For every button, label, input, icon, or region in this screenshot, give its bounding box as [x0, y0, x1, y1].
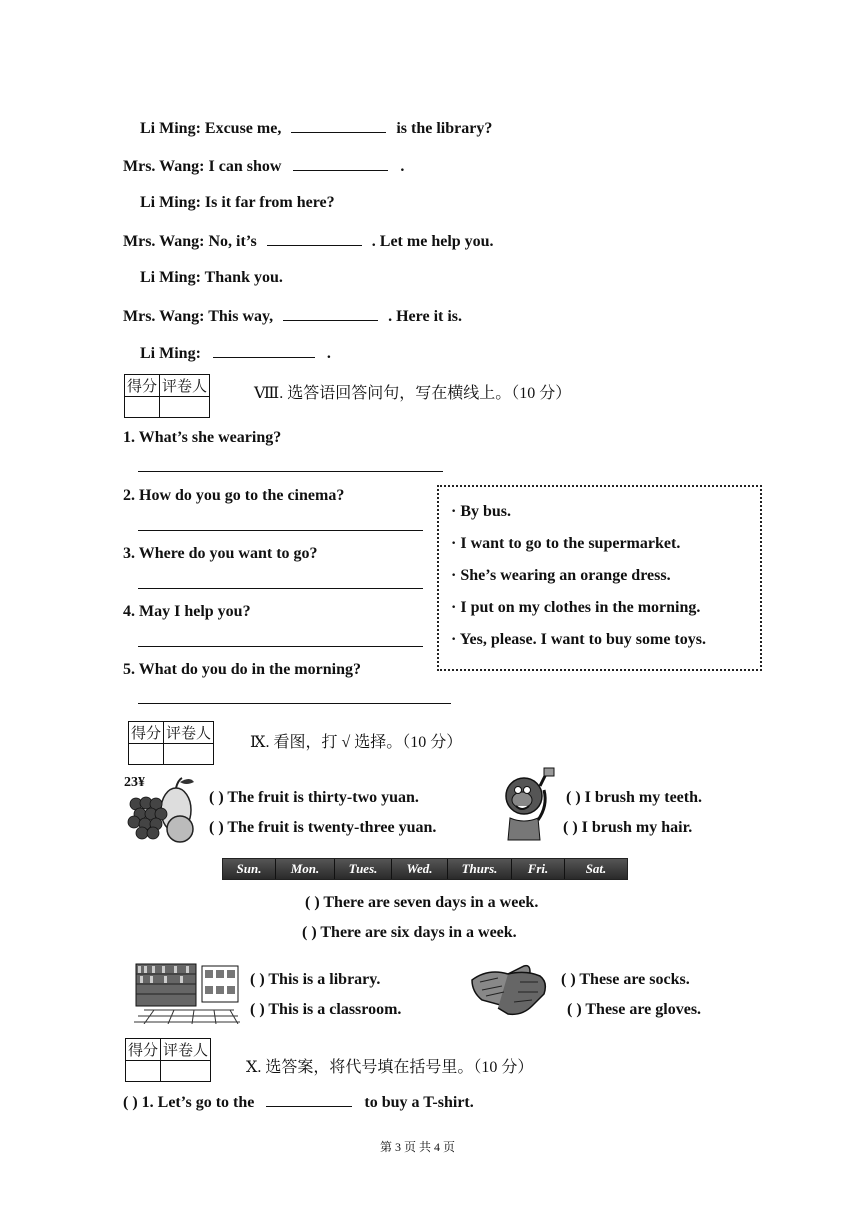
day-label: Thurs.: [448, 859, 512, 879]
fruit-image: [122, 774, 206, 846]
day-label: Fri.: [512, 859, 565, 879]
price-label: 23¥: [124, 775, 145, 790]
answer-blank[interactable]: [283, 306, 378, 321]
option-2: · I want to go to the supermarket.: [451, 535, 681, 552]
dialogue-line-5: [140, 268, 283, 288]
dialogue-line-7: [140, 343, 331, 364]
dialogue-text: is the library?: [396, 120, 493, 137]
question-3: 3. Where do you want to go?: [123, 545, 318, 562]
dialogue-text: . Let me help you.: [371, 233, 494, 250]
question-4: 4. May I help you?: [123, 603, 251, 620]
wear-option-1: ( ) These are socks.: [561, 971, 690, 988]
fruit-option-2: ( ) The fruit is twenty-three yuan.: [209, 819, 437, 836]
dialogue-text: Li Ming: Is it far from here?: [140, 194, 335, 211]
question-text: ( ) 1. Let’s go to the: [123, 1094, 255, 1111]
option-5: · Yes, please. I want to buy some toys.: [451, 631, 706, 648]
dialogue-text: Mrs. Wang: No, it’s: [123, 233, 257, 250]
gloves-image: [468, 960, 552, 1024]
option-4: · I put on my clothes in the morning.: [451, 599, 701, 616]
grader-cell[interactable]: [161, 1061, 211, 1082]
fruit-option-1: ( ) The fruit is thirty-two yuan.: [209, 789, 419, 806]
dialogue-line-6: [123, 306, 462, 327]
score-cell[interactable]: [126, 1061, 161, 1082]
section-8-title: Ⅷ. 选答语回答问句，写在横线上。（10 分）: [254, 385, 572, 402]
day-label: Sun.: [223, 859, 276, 879]
page-footer: 第 3 页 共 4 页: [380, 1140, 456, 1154]
brush-option-2: ( ) I brush my hair.: [563, 819, 693, 836]
answer-blank[interactable]: [267, 231, 362, 246]
answer-line-1[interactable]: [138, 471, 443, 472]
score-table: [128, 721, 214, 765]
room-option-2: ( ) This is a classroom.: [250, 1001, 402, 1018]
section-10-question-1: [123, 1092, 474, 1113]
day-label: Tues.: [335, 859, 392, 879]
question-5: 5. What do you do in the morning?: [123, 661, 361, 678]
library-image: [134, 962, 242, 1024]
dialogue-text: Li Ming: Thank you.: [140, 269, 283, 286]
dialogue-text: .: [400, 158, 405, 175]
grader-cell[interactable]: [160, 397, 210, 418]
score-cell[interactable]: [129, 744, 164, 765]
dialogue-text: . Here it is.: [388, 308, 463, 325]
question-2: 2. How do you go to the cinema?: [123, 487, 345, 504]
question-1: 1. What’s she wearing?: [123, 429, 282, 446]
day-label: Wed.: [392, 859, 448, 879]
score-table: [125, 1038, 211, 1082]
dialogue-line-3: [140, 193, 335, 213]
dialogue-line-2: [123, 156, 404, 177]
weekdays-strip: [222, 858, 628, 880]
dialogue-text: Mrs. Wang: I can show: [123, 158, 282, 175]
dialogue-text: Mrs. Wang: This way,: [123, 308, 274, 325]
answer-line-2[interactable]: [138, 530, 423, 531]
score-table: [124, 374, 210, 418]
wear-option-2: ( ) These are gloves.: [567, 1001, 702, 1018]
brush-option-1: ( ) I brush my teeth.: [566, 789, 702, 806]
dialogue-line-4: [123, 231, 494, 252]
day-label: Sat.: [565, 859, 627, 879]
dialogue-line-1: [140, 118, 492, 139]
grader-header: 评卷人: [164, 722, 214, 744]
score-header: 得分: [129, 722, 164, 744]
option-1: · By bus.: [451, 503, 512, 520]
answer-blank[interactable]: [291, 118, 386, 133]
option-3: · She’s wearing an orange dress.: [451, 567, 671, 584]
room-option-1: ( ) This is a library.: [250, 971, 381, 988]
score-header: 得分: [125, 375, 160, 397]
answer-blank[interactable]: [266, 1092, 352, 1107]
brushing-character-image: [496, 766, 560, 846]
answer-line-4[interactable]: [138, 646, 423, 647]
answer-blank[interactable]: [213, 343, 315, 358]
dialogue-text: Li Ming: Excuse me,: [140, 120, 282, 137]
question-text: to buy a T-shirt.: [364, 1094, 474, 1111]
dialogue-text: Li Ming:: [140, 345, 201, 362]
answer-blank[interactable]: [293, 156, 388, 171]
week-option-2: ( ) There are six days in a week.: [302, 924, 517, 941]
day-label: Mon.: [276, 859, 335, 879]
grader-header: 评卷人: [161, 1039, 211, 1061]
answer-line-3[interactable]: [138, 588, 423, 589]
grader-header: 评卷人: [160, 375, 210, 397]
dialogue-text: .: [326, 345, 331, 362]
grader-cell[interactable]: [164, 744, 214, 765]
section-10-title: Ⅹ. 选答案，将代号填在括号里。（10 分）: [246, 1059, 534, 1076]
answer-line-5[interactable]: [138, 703, 451, 704]
section-9-title: Ⅸ. 看图，打 √ 选择。（10 分）: [250, 734, 463, 751]
score-header: 得分: [126, 1039, 161, 1061]
week-option-1: ( ) There are seven days in a week.: [305, 894, 539, 911]
score-cell[interactable]: [125, 397, 160, 418]
